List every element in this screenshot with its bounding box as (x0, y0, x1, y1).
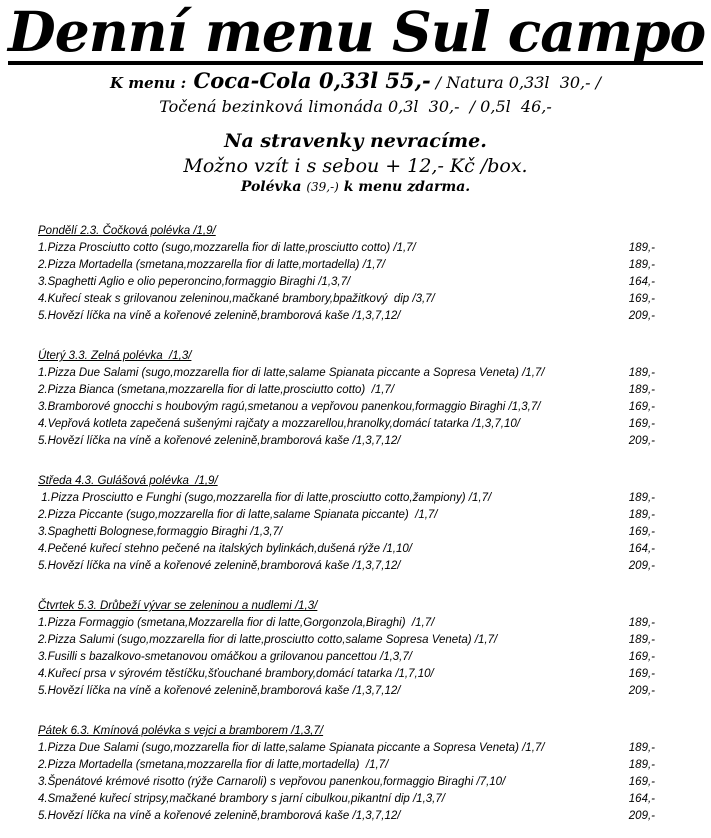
menu-item-name: 5.Hovězí líčka na víně a kořenové zelenině,bramborová kaše /1,3,7,12/ (38, 310, 401, 322)
menu-item-price: 189,- (628, 367, 655, 379)
menu-item-name: 5.Hovězí líčka na víně a kořenové zelenině,bramborová kaše /1,3,7,12/ (38, 685, 401, 697)
day-header: Úterý 3.3. Zelná polévka /1,3/ (38, 350, 192, 362)
notice-soup-post: k menu zdarma. (338, 179, 471, 195)
menu-item-row (38, 382, 655, 399)
day-section (38, 723, 655, 825)
menu-item-row (38, 240, 655, 257)
menu-item-price: 189,- (628, 634, 655, 646)
notice-soup-pre: Polévka (240, 179, 307, 195)
menu-item-price: 164,- (628, 276, 655, 288)
menu-item-name: 2.Pizza Salumi (sugo,mozzarella fior di latte,prosciutto cotto,salame Sopresa Veneta) /1,7/ (38, 634, 498, 646)
menu-item-row (38, 507, 655, 524)
menu-item-name: 3.Spaghetti Bolognese,formaggio Biraghi /1,3,7/ (38, 526, 283, 538)
menu-item-row (38, 740, 655, 757)
notice-takeaway: Možno vzít i s sebou + 12,- Kč /box. (183, 155, 528, 177)
menu-item-name: 5.Hovězí líčka na víně a kořenové zelenině,bramborová kaše /1,3,7,12/ (38, 435, 401, 447)
drinks-alt: / Natura 0,33l 30,- / (430, 73, 602, 92)
menu-item-row (38, 399, 655, 416)
menu-item-row (38, 308, 655, 325)
menu-sections (0, 223, 711, 825)
menu-item-price: 169,- (628, 651, 655, 663)
menu-item-row (38, 808, 655, 825)
day-header: Pondělí 2.3. Čočková polévka /1,9/ (38, 225, 216, 237)
menu-item-price: 209,- (628, 310, 655, 322)
menu-item-row (38, 666, 655, 683)
drinks-line-1 (0, 68, 711, 96)
menu-item-name: 1.Pizza Due Salami (sugo,mozzarella fior di latte,salame Spianata piccante a Sopresa Veneta) /1,7/ (38, 742, 545, 754)
menu-item-name: 3.Špenátové krémové risotto (rýže Carnaroli) s vepřovou panenkou,formaggio Biraghi /7,10/ (38, 776, 506, 788)
menu-item-name: 4.Kuřecí steak s grilovanou zeleninou,mačkané brambory,bpažitkový dip /3,7/ (38, 293, 435, 305)
notice-soup (0, 178, 711, 197)
day-section (38, 598, 655, 700)
menu-item-price: 209,- (628, 810, 655, 822)
menu-item-price: 189,- (628, 759, 655, 771)
menu-item-price: 189,- (628, 742, 655, 754)
menu-item-price: 189,- (628, 492, 655, 504)
drinks-label: K menu : (109, 74, 187, 92)
menu-item-price: 169,- (628, 668, 655, 680)
menu-item-row (38, 274, 655, 291)
menu-item-price: 164,- (628, 543, 655, 555)
menu-item-price: 169,- (628, 418, 655, 430)
menu-item-price: 209,- (628, 435, 655, 447)
menu-item-price: 169,- (628, 401, 655, 413)
menu-item-name: 1.Pizza Formaggio (smetana,Mozzarella fior di latte,Gorgonzola,Biraghi) /1,7/ (38, 617, 435, 629)
menu-item-row (38, 524, 655, 541)
menu-item-row (38, 683, 655, 700)
menu-item-row (38, 632, 655, 649)
menu-item-name: 4.Pečené kuřecí stehno pečené na italských bylinkách,dušená rýže /1,10/ (38, 543, 412, 555)
menu-item-price: 209,- (628, 685, 655, 697)
day-section (38, 348, 655, 450)
menu-item-row (38, 257, 655, 274)
menu-item-row (38, 615, 655, 632)
menu-item-row (38, 791, 655, 808)
menu-item-row (38, 291, 655, 308)
notice-vouchers: Na stravenky nevracíme. (224, 130, 487, 152)
drinks-main: Coca-Cola 0,33l 55,- (186, 68, 431, 93)
menu-item-price: 164,- (628, 793, 655, 805)
menu-item-price: 189,- (628, 242, 655, 254)
menu-item-name: 1.Pizza Due Salami (sugo,mozzarella fior di latte,salame Spianata piccante a Sopresa Veneta) /1,7/ (38, 367, 545, 379)
menu-item-name: 5.Hovězí líčka na víně a kořenové zelenině,bramborová kaše /1,3,7,12/ (38, 560, 401, 572)
menu-item-price: 169,- (628, 526, 655, 538)
menu-item-row (38, 774, 655, 791)
menu-item-name: 3.Bramborové gnocchi s houbovým ragú,smetanou a vepřovou panenkou,formaggio Biraghi /1,3,7/ (38, 401, 541, 413)
menu-item-price: 189,- (628, 259, 655, 271)
menu-item-name: 1.Pizza Prosciutto cotto (sugo,mozzarella fior di latte,prosciutto cotto) /1,7/ (38, 242, 416, 254)
menu-item-row (38, 558, 655, 575)
menu-item-row (38, 649, 655, 666)
menu-item-price: 189,- (628, 384, 655, 396)
day-section (38, 223, 655, 325)
menu-item-name: 3.Fusilli s bazalkovo-smetanovou omáčkou a grilovanou pancettou /1,3,7/ (38, 651, 412, 663)
menu-item-name: 4.Smažené kuřecí stripsy,mačkané brambory s jarní cibulkou,pikantní dip /1,3,7/ (38, 793, 445, 805)
menu-item-name: 4.Vepřová kotleta zapečená sušenými rajčaty a mozzarellou,hranolky,domácí tatarka /1,3,7,10/ (38, 418, 520, 430)
menu-item-price: 209,- (628, 560, 655, 572)
menu-item-row (38, 433, 655, 450)
day-header: Čtvrtek 5.3. Drůbeží vývar se zeleninou a nudlemi /1,3/ (38, 600, 318, 612)
page-title: Denní menu Sul campo (8, 0, 706, 64)
day-section (38, 473, 655, 575)
menu-item-name: 1.Pizza Prosciutto e Funghi (sugo,mozzarella fior di latte,prosciutto cotto,žampiony) /1,7/ (38, 492, 492, 504)
menu-item-price: 189,- (628, 509, 655, 521)
menu-item-name: 2.Pizza Mortadella (smetana,mozzarella fior di latte,mortadella) /1,7/ (38, 259, 386, 271)
menu-item-row (38, 541, 655, 558)
menu-item-name: 4.Kuřecí prsa v sýrovém těstíčku,šťouchané brambory,domácí tatarka /1,7,10/ (38, 668, 434, 680)
notice-soup-price: (39,-) (306, 180, 339, 194)
menu-item-name: 5.Hovězí líčka na víně a kořenové zelenině,bramborová kaše /1,3,7,12/ (38, 810, 401, 822)
day-header: Pátek 6.3. Kmínová polévka s vejci a bramborem /1,3,7/ (38, 725, 324, 737)
menu-item-name: 2.Pizza Mortadella (smetana,mozzarella fior di latte,mortadella) /1,7/ (38, 759, 389, 771)
menu-item-row (38, 416, 655, 433)
menu-item-price: 189,- (628, 617, 655, 629)
menu-item-row (38, 490, 655, 507)
menu-item-row (38, 757, 655, 774)
day-header: Středa 4.3. Gulášová polévka /1,9/ (38, 475, 218, 487)
menu-item-price: 169,- (628, 293, 655, 305)
drinks-line-2: Točená bezinková limonáda 0,3l 30,- / 0,5l 46,- (159, 97, 552, 116)
menu-item-name: 2.Pizza Piccante (sugo,mozzarella fior di latte,salame Spianata piccante) /1,7/ (38, 509, 438, 521)
menu-item-price: 169,- (628, 776, 655, 788)
menu-item-row (38, 365, 655, 382)
menu-item-name: 2.Pizza Bianca (smetana,mozzarella fior di latte,prosciutto cotto) /1,7/ (38, 384, 395, 396)
menu-item-name: 3.Spaghetti Aglio e olio peperoncino,formaggio Biraghi /1,3,7/ (38, 276, 351, 288)
